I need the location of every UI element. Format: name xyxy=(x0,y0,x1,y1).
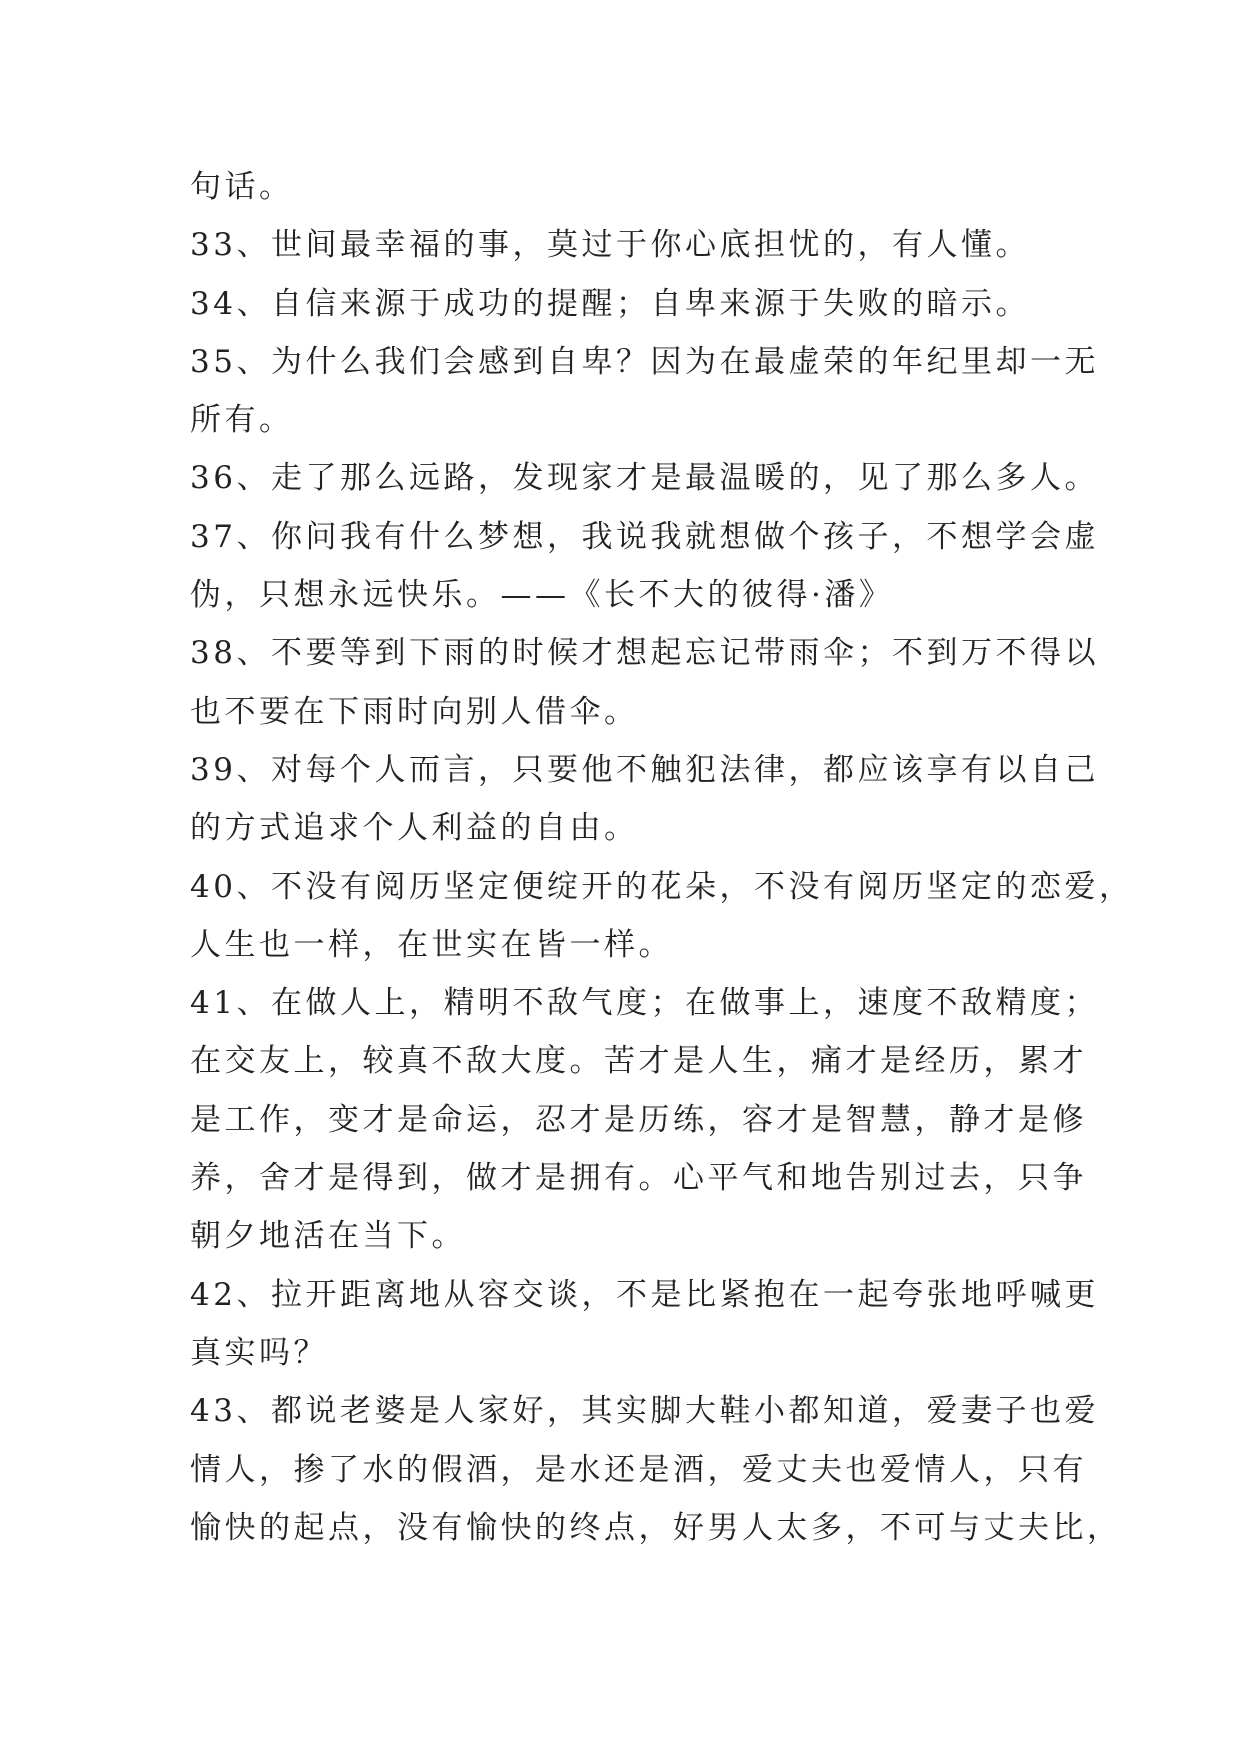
text-line: 的方式追求个人利益的自由。 xyxy=(190,810,639,847)
text-line: 人生也一样，在世实在皆一样。 xyxy=(190,926,673,963)
text-line: 伪，只想永远快乐。——《长不大的彼得·潘》 xyxy=(190,577,894,614)
text-line: 34、自信来源于成功的提醒；自卑来源于失败的暗示。 xyxy=(190,285,1030,322)
text-line: 42、拉开距离地从容交谈，不是比紧抱在一起夸张地呼喊更 xyxy=(190,1276,1099,1313)
text-line: 35、为什么我们会感到自卑？因为在最虚荣的年纪里却一无 xyxy=(190,343,1099,380)
text-line: 是工作，变才是命运，忍才是历练，容才是智慧，静才是修 xyxy=(190,1101,1087,1138)
document-body xyxy=(190,158,1134,1557)
text-line: 43、都说老婆是人家好，其实脚大鞋小都知道，爱妻子也爱 xyxy=(190,1393,1099,1430)
text-line: 养，舍才是得到，做才是拥有。心平气和地告别过去，只争 xyxy=(190,1160,1087,1197)
text-line: 33、世间最幸福的事，莫过于你心底担忧的，有人懂。 xyxy=(190,227,1030,264)
text-line: 36、走了那么远路，发现家才是最温暖的，见了那么多人。 xyxy=(190,460,1099,497)
text-line: 39、对每个人而言，只要他不触犯法律，都应该享有以自己 xyxy=(190,751,1099,788)
text-line: 在交友上，较真不敌大度。苦才是人生，痛才是经历，累才 xyxy=(190,1043,1087,1080)
text-line: 40、不没有阅历坚定便绽开的花朵，不没有阅历坚定的恋爱， xyxy=(190,868,1134,905)
text-line: 所有。 xyxy=(190,402,294,439)
text-line: 也不要在下雨时向别人借伞。 xyxy=(190,693,639,730)
text-line: 朝夕地活在当下。 xyxy=(190,1218,466,1255)
text-line: 真实吗？ xyxy=(190,1334,328,1371)
text-line: 37、你问我有什么梦想，我说我就想做个孩子，不想学会虚 xyxy=(190,518,1099,555)
text-line: 情人，掺了水的假酒，是水还是酒，爱丈夫也爱情人，只有 xyxy=(190,1451,1087,1488)
text-line: 41、在做人上，精明不敌气度；在做事上，速度不敌精度； xyxy=(190,985,1099,1022)
text-line: 愉快的起点，没有愉快的终点，好男人太多，不可与丈夫比， xyxy=(190,1509,1122,1546)
text-line: 句话。 xyxy=(190,169,294,205)
text-line: 38、不要等到下雨的时候才想起忘记带雨伞；不到万不得以 xyxy=(190,635,1099,672)
